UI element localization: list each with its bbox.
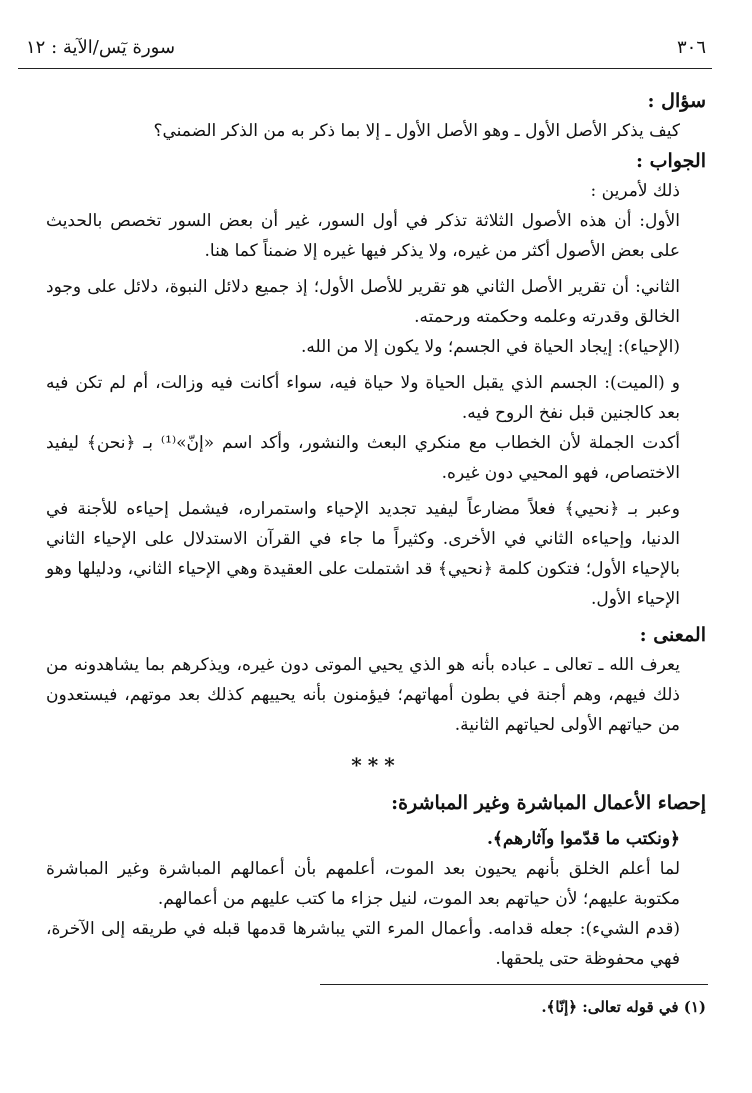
quran-verse: ﴿ونكتب ما قدّموا وآثارهم﴾. bbox=[486, 829, 680, 849]
question-text: كيف يذكر الأصل الأول ـ وهو الأصل الأول ـ إلا بما ذكر به من الذكر الضمني؟ bbox=[153, 121, 680, 141]
meaning-text: يعرف الله ـ تعالى ـ عباده بأنه هو الذي يحيي الموتى دون غيره، ويذكرهم بما يشاهدونه من ذلك فيهم، وهم أجنة في بطون أمهاتهم؛ فيؤمنون بأنه يحييهم كذلك بعد موتهم، فيستعدون من حياتهم الأولى لحياتهم الثانية. bbox=[46, 655, 680, 735]
meaning-heading: المعنى : bbox=[639, 624, 706, 646]
answer-heading: الجواب : bbox=[636, 150, 706, 172]
section-separator: *** bbox=[351, 753, 401, 777]
running-title: سورة يٓس/الآية : ١٢ bbox=[26, 36, 176, 58]
footnote: (١) في قوله تعالى: ﴿إنّا﴾. bbox=[541, 998, 706, 1016]
nuhyi-paragraph: وعبر بـ ﴿نحيي﴾ فعلاً مضارعاً ليفيد تجديد الإحياء واستمراره، فيشمل إحياءه للأجنة في الدنيا، وإحياءه الثاني في الأخرى. وكثيراً ما جاء في القرآن الاستدلال على الإحياء الثاني بالإحياء الأول؛ فتكون كلمة ﴿نحيي﴾ قد اشتملت على العقيدة وهي الإحياء الثاني، ودليلها وهو الإحياء الأول. bbox=[46, 499, 680, 609]
section-text: لما أعلم الخلق بأنهم يحيون بعد الموت، أعلمهم بأن أعمالهم المباشرة وغير المباشرة مكتوبة عليهم؛ لأن حياتهم بعد الموت، لنيل جزاء ما كتب عليهم من أعمالهم. bbox=[46, 859, 680, 909]
page-number: ٣٠٦ bbox=[676, 36, 706, 58]
section-title: إحصاء الأعمال المباشرة وغير المباشرة: bbox=[391, 792, 706, 814]
header-divider bbox=[18, 68, 712, 69]
definition-ihya: (الإحياء): إيجاد الحياة في الجسم؛ ولا يكون إلا من الله. bbox=[301, 337, 680, 357]
answer-intro: ذلك لأمرين : bbox=[590, 181, 680, 201]
emphasis-paragraph: أكدت الجملة لأن الخطاب مع منكري البعث والنشور، وأكد اسم «إنّ»⁽¹⁾ بـ ﴿نحن﴾ ليفيد الاختصاص، فهو المحيي دون غيره. bbox=[46, 433, 680, 483]
definition-qaddama: (قدم الشيء): جعله قدامه. وأعمال المرء التي يباشرها قدمها قبله في طريقه إلى الآخرة، فهي محفوظة حتى يلحقها. bbox=[46, 919, 680, 969]
answer-first-reason: الأول: أن هذه الأصول الثلاثة تذكر في أول السور، غير أن بعض السور تخصص بالحديث على بعض الأصول أكثر من غيره، ولا يذكر فيها غيره إلا ضمناً كما هنا. bbox=[46, 211, 680, 261]
page-header bbox=[26, 32, 706, 62]
question-heading: سؤال : bbox=[647, 90, 706, 112]
answer-second-reason: الثاني: أن تقرير الأصل الثاني هو تقرير للأصل الأول؛ إذ جميع دلائل النبوة، دلائل على وجود الخالق وقدرته وعلمه وحكمته ورحمته. bbox=[46, 277, 680, 327]
footnote-divider bbox=[320, 984, 708, 985]
page-body bbox=[46, 86, 706, 974]
definition-mayt: و (الميت): الجسم الذي يقبل الحياة ولا حياة فيه، سواء أكانت فيه وزالت، أم لم تكن فيه بعد كالجنين قبل نفخ الروح فيه. bbox=[46, 373, 680, 423]
